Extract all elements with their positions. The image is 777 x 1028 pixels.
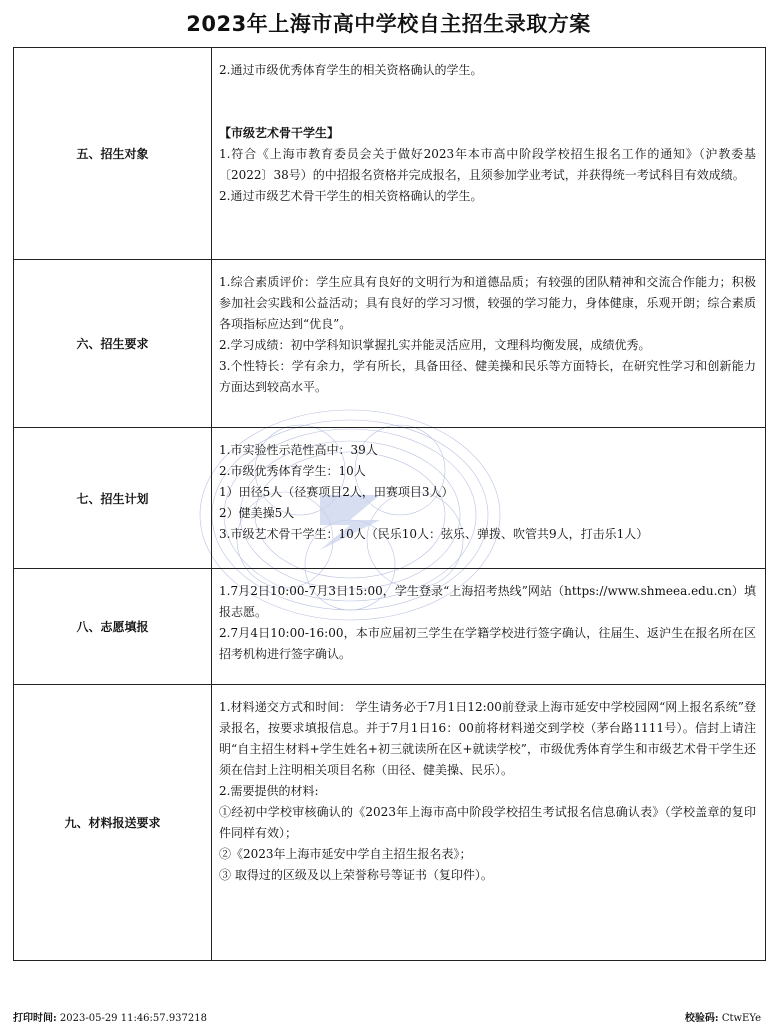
section-label: 八、志愿填报	[14, 569, 212, 685]
paragraph: 3.个性特长：学有余力，学有所长，具备田径、健美操和民乐等方面特长，在研究性学习和创新能力方面达到较高水平。	[219, 359, 756, 394]
paragraph: 1）田径5人（径赛项目2人，田赛项目3人）	[219, 485, 454, 499]
paragraph: ①经初中学校审核确认的《2023年上海市高中阶段学校招生考试报名信息确认表》（学校盖章的复印件同样有效）；	[219, 805, 756, 840]
section-content	[212, 569, 766, 685]
paragraph: 1.市实验性示范性高中：39人	[219, 443, 378, 457]
section-content	[212, 428, 766, 569]
print-time-value: 2023-05-29 11:46:57.937218	[59, 1013, 207, 1024]
document-title: 2023年上海市高中学校自主招生录取方案	[186, 12, 591, 36]
verification-code	[685, 1009, 761, 1024]
table-row	[14, 569, 766, 685]
admission-plan-table	[13, 47, 766, 961]
paragraph: 2.需要提供的材料:	[219, 784, 319, 798]
paragraph: 1.综合素质评价：学生应具有良好的文明行为和道德品质；有较强的团队精神和交流合作能力；积极参加社会实践和公益活动；具有良好的学习习惯，较强的学习能力，身体健康，乐观开朗；综合素质各项指标应达到“优良”。	[219, 275, 756, 331]
section-label: 九、材料报送要求	[14, 685, 212, 961]
print-time	[13, 1009, 207, 1024]
subheading: 【市级艺术骨干学生】	[219, 126, 340, 140]
paragraph: 1.符合《上海市教育委员会关于做好2023年本市高中阶段学校招生报名工作的通知》（沪教委基〔2022〕38号）的中招报名资格并完成报名，且须参加学业考试，并获得统一考试科目有效成绩。	[219, 147, 756, 182]
paragraph: 1.材料递交方式和时间： 学生请务必于7月1日12:00前登录上海市延安中学校园网“网上报名系统”登录报名，按要求填报信息。并于7月1日16：00前将材料递交到学校（茅台路1111号）。信封上请注明“自主招生材料+学生姓名+初三就读所在区+就读学校”，市级优秀体育学生和市级艺术骨干学生还须在信封上注明相关项目名称（田径、健美操、民乐）。	[219, 700, 756, 777]
paragraph: 2.市级优秀体育学生：10人	[219, 464, 366, 478]
table-row	[14, 428, 766, 569]
section-content	[212, 260, 766, 428]
section-content	[212, 48, 766, 260]
print-time-label: 打印时间:	[13, 1013, 57, 1024]
paragraph: 2.通过市级艺术骨干学生的相关资格确认的学生。	[219, 189, 483, 203]
section-label: 七、招生计划	[14, 428, 212, 569]
section-label: 六、招生要求	[14, 260, 212, 428]
table-row	[14, 685, 766, 961]
paragraph: 2.学习成绩：初中学科知识掌握扎实并能灵活应用，文理科均衡发展，成绩优秀。	[219, 338, 651, 352]
verification-code-value: CtwEYe	[721, 1013, 761, 1024]
paragraph: 3.市级艺术骨干学生：10人（民乐10人：弦乐、弹拨、吹管共9人，打击乐1人）	[219, 527, 649, 541]
paragraph: ③ 取得过的区级及以上荣誉称号等证书（复印件）。	[219, 868, 493, 882]
paragraph: 2）健美操5人	[219, 506, 295, 520]
paragraph: 1.7月2日10:00-7月3日15:00，学生登录“上海招考热线”网站（https://www.shmeea.edu.cn）填报志愿。	[219, 584, 756, 619]
paragraph: 2.通过市级优秀体育学生的相关资格确认的学生。	[219, 63, 483, 77]
paragraph: ②《2023年上海市延安中学自主招生报名表》；	[219, 847, 472, 861]
table-row	[14, 48, 766, 260]
paragraph: 2.7月4日10:00-16:00，本市应届初三学生在学籍学校进行签字确认，往届生、返沪生在报名所在区招考机构进行签字确认。	[219, 626, 756, 661]
section-label: 五、招生对象	[14, 48, 212, 260]
section-content	[212, 685, 766, 961]
table-row	[14, 260, 766, 428]
verification-code-label: 校验码:	[684, 1013, 719, 1024]
